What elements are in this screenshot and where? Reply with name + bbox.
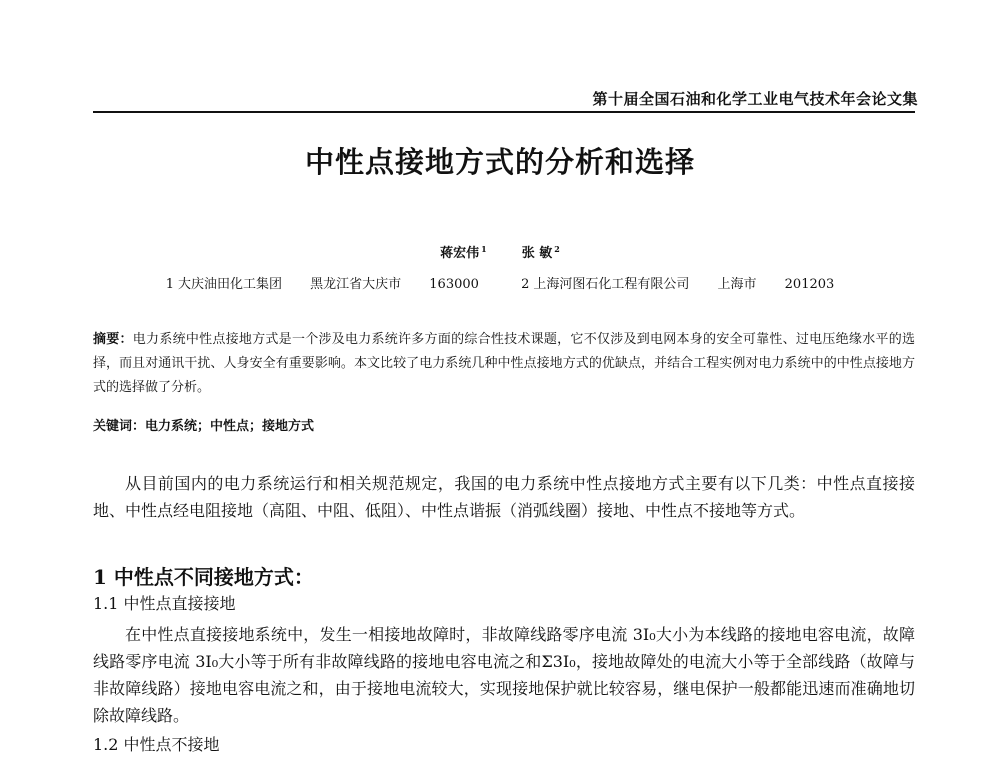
author-line xyxy=(0,242,1000,261)
author-affil-mark: 2 xyxy=(554,243,560,254)
affiliation-postcode: 163000 xyxy=(429,277,479,292)
subsection-heading: 1.2 中性点不接地 xyxy=(93,735,220,754)
affiliation-number: 1 xyxy=(165,277,174,292)
author-name: 张 敏 xyxy=(521,246,553,261)
affiliation-org: 上海河图石化工程有限公司 xyxy=(533,277,690,292)
abstract-label: 摘要： xyxy=(93,332,133,347)
body-paragraph: 在中性点直接接地系统中，发生一相接地故障时，非故障线路零序电流 3I₀大小为本线路的接地电容电流，故障线路零序电流 3I₀大小等于所有非故障线路的接地电容电流之和Σ3I₀，接地故障处的电流大小等于全部线路（故障与非故障线路）接地电容电流之和，由于接地电流较大，实现接地保护就比较容易，继电保护一般都能迅速而准确地切除故障线路。 xyxy=(93,625,915,725)
running-header: 第十届全国石油和化学工业电气技术年会论文集 xyxy=(592,90,918,108)
intro-paragraph: 从目前国内的电力系统运行和相关规范规定，我国的电力系统中性点接地方式主要有以下几类：中性点直接接地、中性点经电阻接地（高阻、中阻、低阻）、中性点谐振（消弧线圈）接地、中性点不接地等方式。 xyxy=(93,474,915,520)
keywords-text: 电力系统；中性点；接地方式 xyxy=(145,419,315,434)
keywords xyxy=(93,415,915,434)
author-affil-mark: 1 xyxy=(481,243,487,254)
paper-title: 中性点接地方式的分析和选择 xyxy=(304,145,695,179)
subsection-heading: 1.1 中性点直接接地 xyxy=(93,594,236,613)
affiliation-place: 上海市 xyxy=(717,277,757,292)
keywords-label: 关键词： xyxy=(93,419,146,434)
affiliation-org: 大庆油田化工集团 xyxy=(177,277,282,292)
author-name: 蒋宏伟 xyxy=(440,246,480,261)
affiliation-line xyxy=(0,273,1000,292)
abstract-text: 电力系统中性点接地方式是一个涉及电力系统许多方面的综合性技术课题，它不仅涉及到电网本身的安全可靠性、过电压绝缘水平的选择，而且对通讯干扰、人身安全有重要影响。本文比较了电力系统几种中性点接地方式的优缺点，并结合工程实例对电力系统中的中性点接地方式的选择做了分析。 xyxy=(93,332,915,395)
header-rule xyxy=(93,111,915,113)
section-heading: 1 中性点不同接地方式： xyxy=(93,565,314,589)
affiliation-place: 黑龙江省大庆市 xyxy=(310,277,402,292)
abstract xyxy=(93,328,915,400)
affiliation-postcode: 201203 xyxy=(784,277,835,292)
affiliation-number: 2 xyxy=(521,277,530,292)
